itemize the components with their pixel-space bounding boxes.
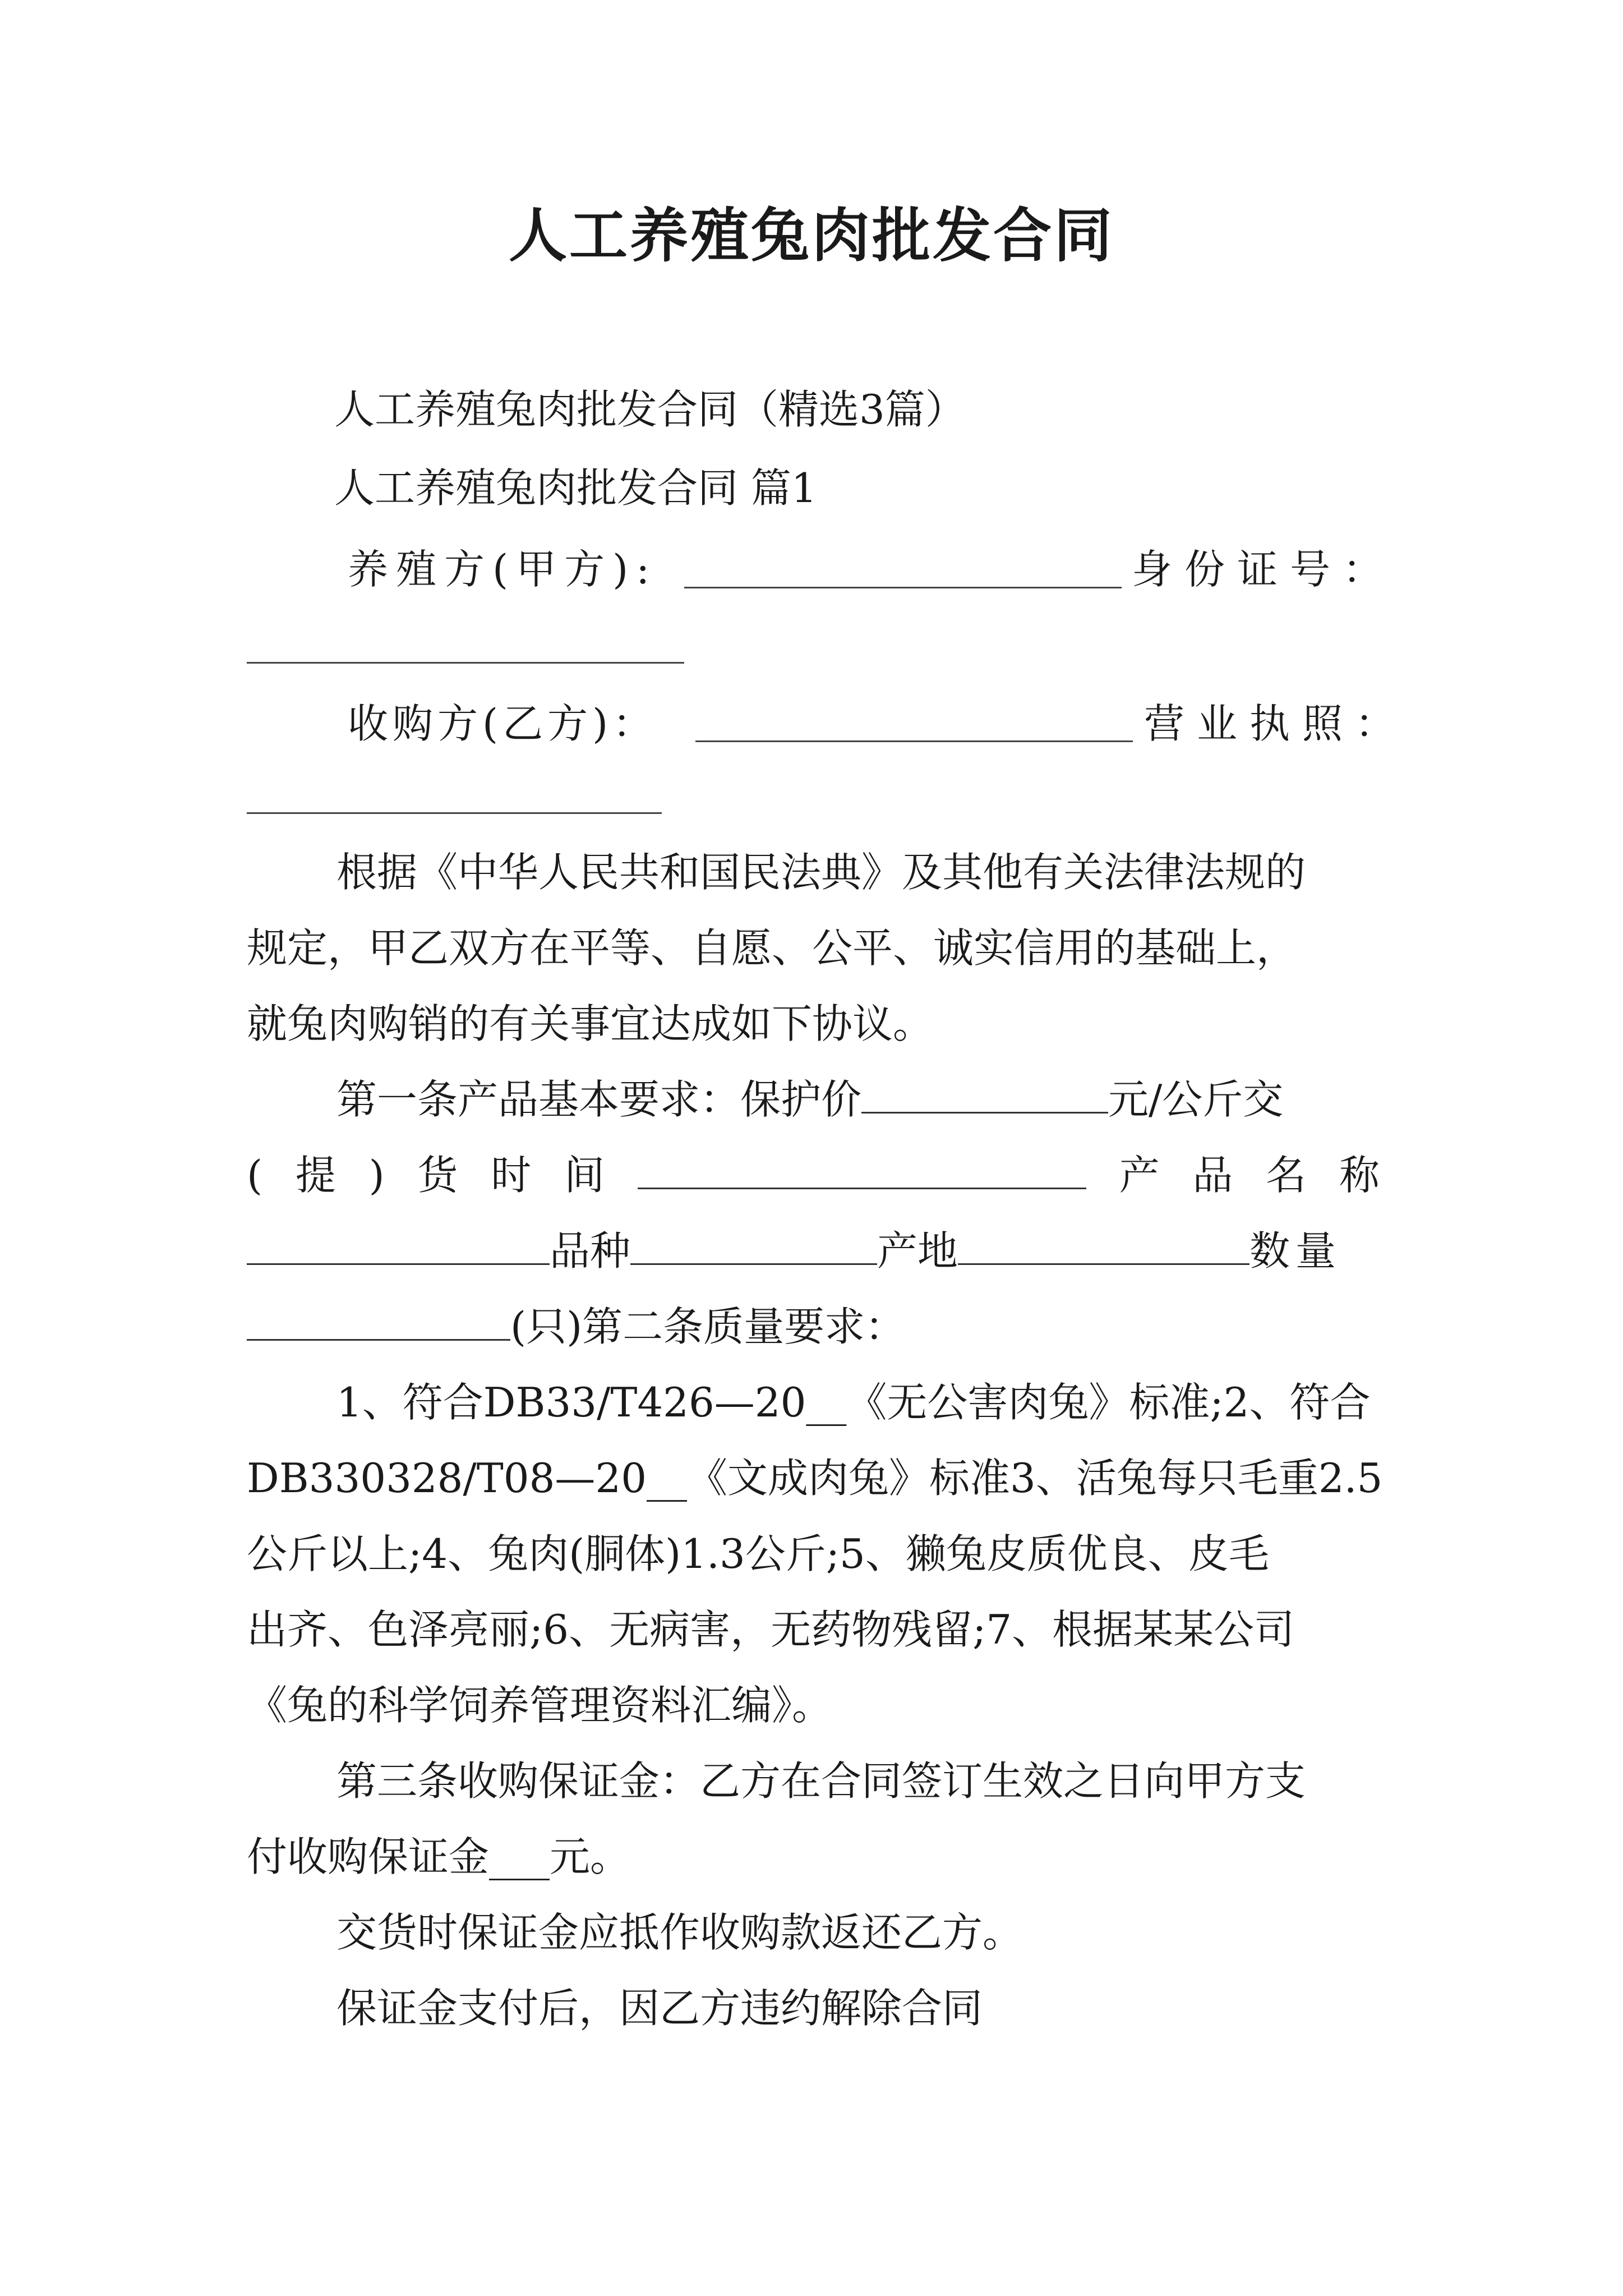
quality-line-1: 1、符合DB33/T426—20__《无公害肉兔》标准;2、符合 [336,1379,1371,1426]
price-blank[interactable] [861,1075,1108,1114]
party-a-id-label: 身份证号： [1132,546,1396,593]
party-b-name-blank[interactable] [695,740,1133,742]
char-jian: 间 [564,1152,605,1199]
origin-blank[interactable] [958,1226,1249,1265]
party-a-id-blank[interactable] [247,662,684,664]
party-b-license-blank[interactable] [247,812,662,814]
intro-line-3: 就兔肉购销的有关事宜达成如下协议。 [247,1000,934,1047]
quantity-blank[interactable] [247,1302,510,1341]
variety-label: 品种 [550,1227,631,1274]
char-chan: 产 [1119,1152,1160,1199]
origin-label: 产地 [877,1227,958,1274]
quality-line-2: DB330328/T08—20__《文成肉兔》标准3、活兔每只毛重2.5 [247,1455,1383,1502]
paren-close: ) [368,1152,385,1199]
char-huo: 货 [417,1152,458,1199]
char-ti: 提 [295,1152,336,1199]
paren-open: ( [247,1152,263,1199]
variety-blank[interactable] [630,1226,877,1265]
char-cheng: 称 [1339,1152,1380,1199]
quality-line-5: 《兔的科学饲养管理资料汇编》。 [247,1682,833,1729]
article1-price-unit: 元/公斤交 [1108,1076,1284,1123]
article1-line-3 [247,1223,1341,1279]
char-ming: 名 [1266,1152,1307,1199]
article3-line-4: 保证金支付后，因乙方违约解除合同 [336,1985,983,2032]
party-b-license-label: 营业执照： [1144,700,1408,747]
article2-heading: (只)第二条质量要求： [510,1303,906,1350]
party-b-label: 收购方(乙方)： [348,700,658,747]
quality-line-4: 出齐、色泽亮丽;6、无病害，无药物残留;7、根据某某公司 [247,1606,1295,1653]
char-pin: 品 [1192,1152,1233,1199]
delivery-time-blank[interactable] [638,1151,1086,1189]
char-shi: 时 [491,1152,532,1199]
party-a-label: 养殖方(甲方): [348,546,658,593]
article3-line-3: 交货时保证金应抵作收购款返还乙方。 [336,1909,1023,1956]
party-a-name-blank[interactable] [684,587,1122,588]
quantity-label: 数量 [1249,1227,1342,1274]
intro-line-1: 根据《中华人民共和国民法典》及其他有关法律法规的 [336,849,1306,896]
intro-line-2: 规定，甲乙双方在平等、自愿、公平、诚实信用的基础上， [247,924,1297,972]
subtitle: 人工养殖兔肉批发合同（精选3篇） [334,386,966,433]
document-title: 人工养殖兔肉批发合同 [508,201,1114,270]
article1-line-2 [247,1147,1380,1203]
quality-line-3: 公斤以上;4、兔肉(胴体)1.3公斤;5、獭兔皮质优良、皮毛 [247,1530,1269,1577]
article1-price-label: 第一条产品基本要求：保护价 [336,1076,862,1123]
article3-line-2: 付收购保证金___元。 [247,1833,631,1880]
article1-line-4 [247,1299,905,1355]
part-heading: 人工养殖兔肉批发合同 篇1 [334,464,817,512]
article3-line-1: 第三条收购保证金：乙方在合同签订生效之日向甲方支 [336,1757,1306,1805]
product-name-blank[interactable] [247,1226,550,1265]
article1-line-1 [336,1071,1283,1128]
